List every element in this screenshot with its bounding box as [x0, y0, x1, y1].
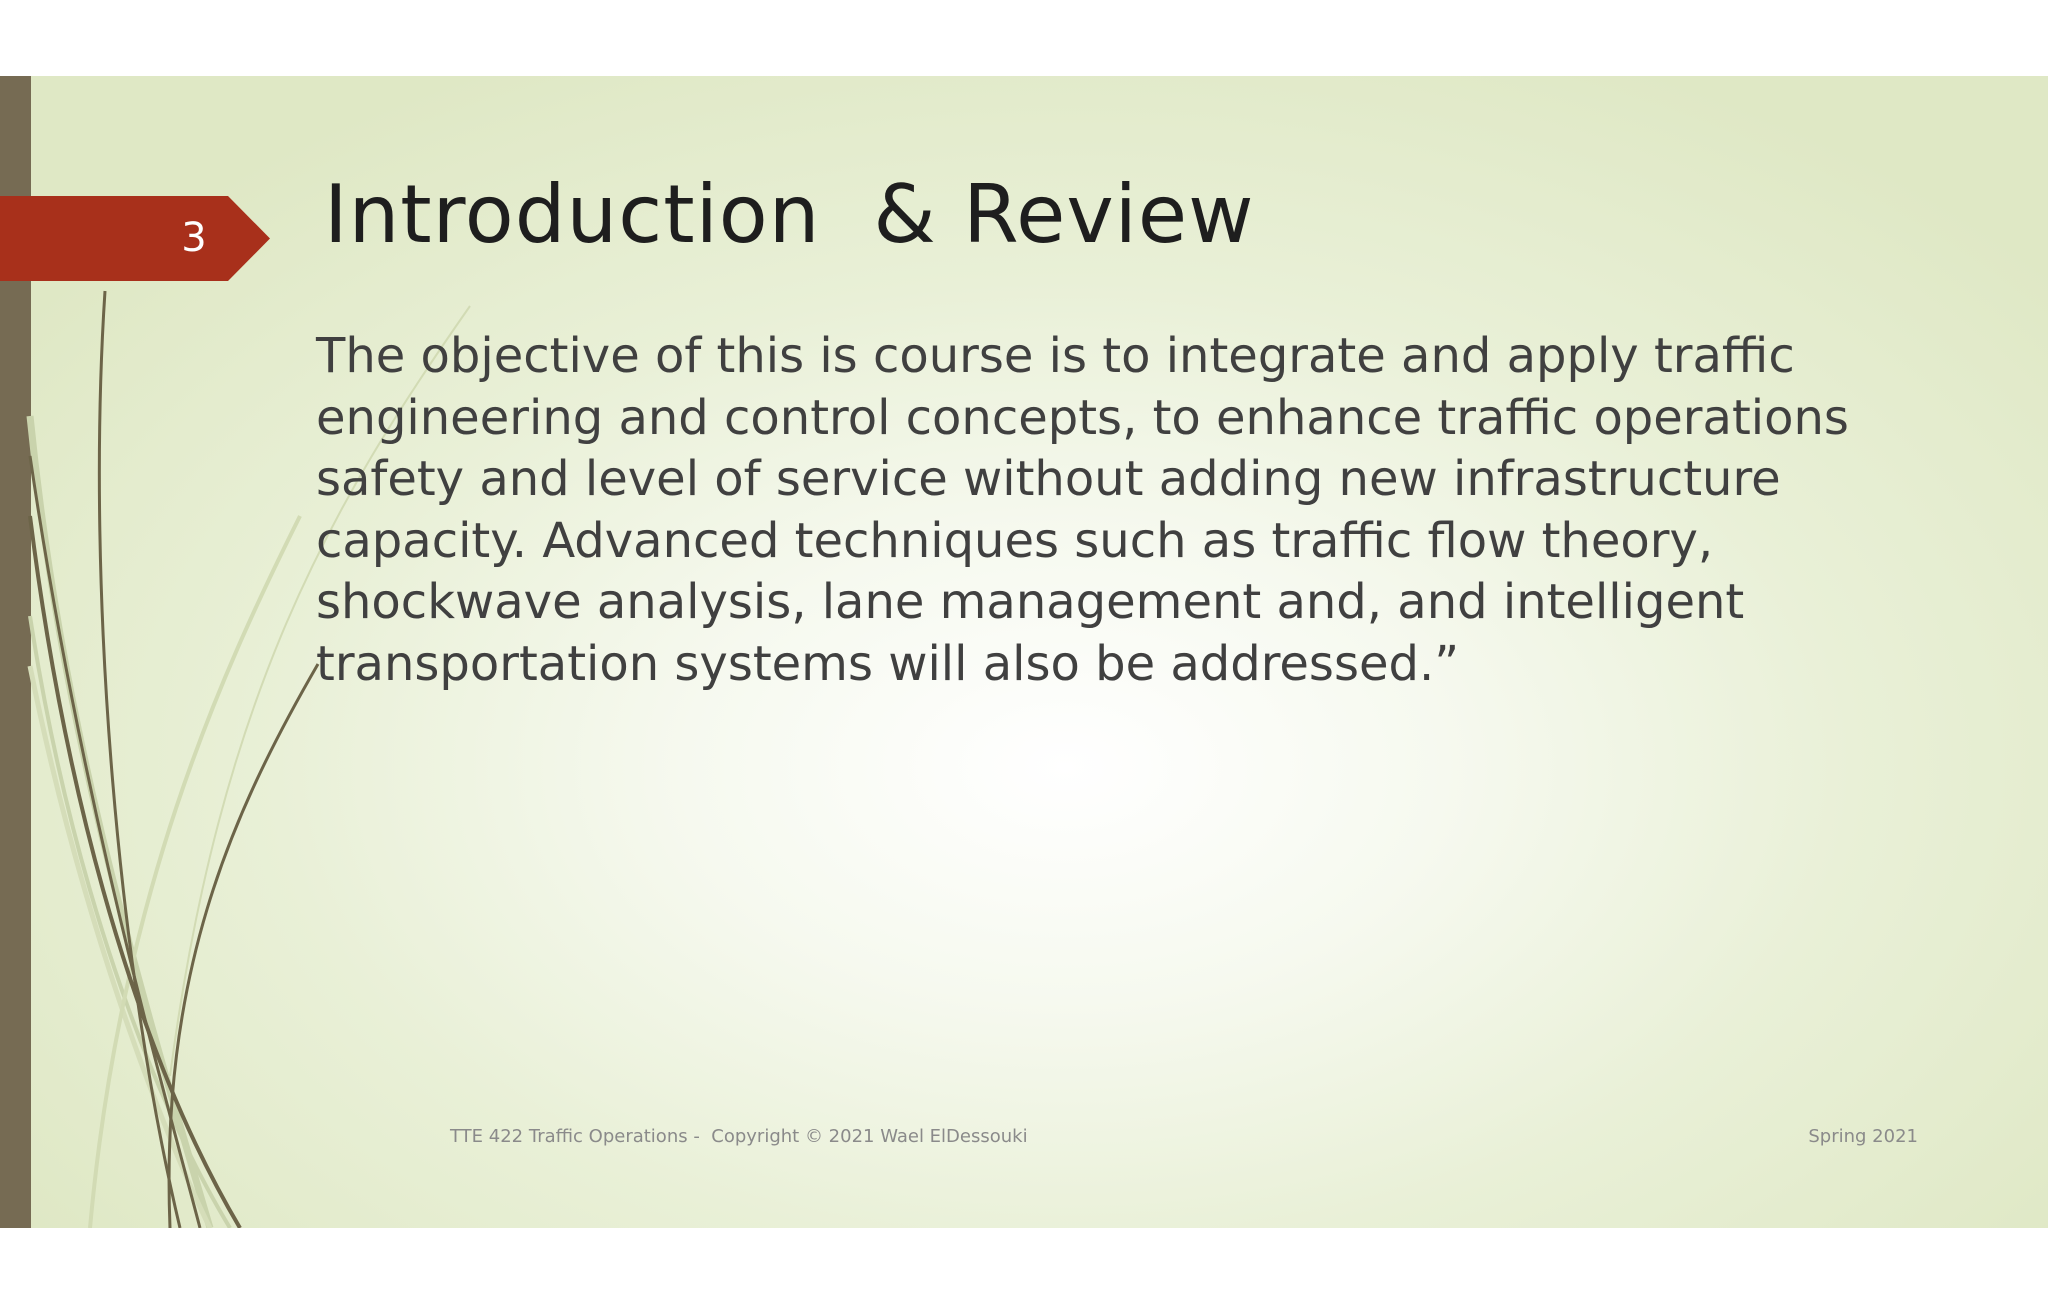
decor-curve-light-1	[30, 416, 210, 1228]
slide	[0, 76, 2048, 1228]
slide-body-text: The objective of this is course is to integrate and apply traffic engineering and control concepts, to enhance traffic operations safety and level of service without adding new infrastructure capacity. Advanced techniques such as traffic flow theory, shockwave analysis, lane management and, and intelligent transportation systems will also be addressed.”	[316, 328, 1849, 692]
slide-number-tag	[0, 196, 270, 281]
footer-copyright: TTE 422 Traffic Operations - Copyright © 2021 Wael ElDessouki	[450, 1126, 1028, 1147]
slide-title: Introduction & Review	[324, 168, 1255, 261]
slide-number-tag-shape	[0, 196, 270, 281]
footer-date: Spring 2021	[1808, 1126, 1918, 1147]
slide-number: 3	[181, 215, 207, 261]
